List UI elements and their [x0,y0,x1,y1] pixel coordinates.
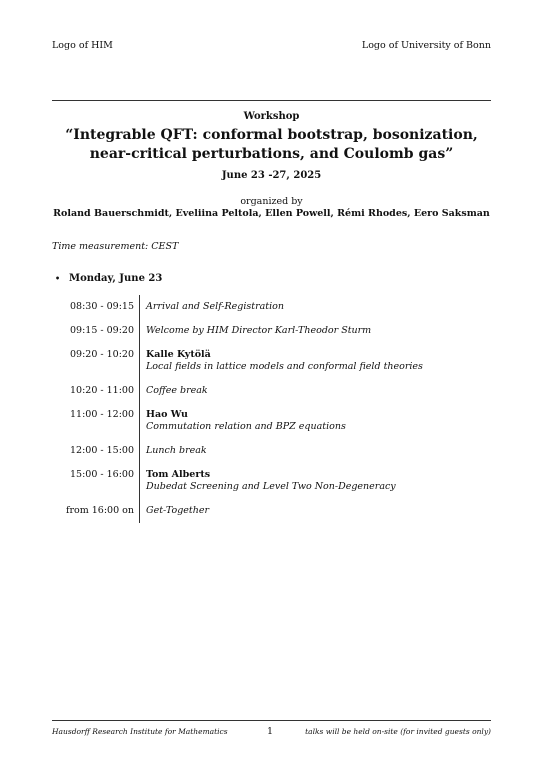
schedule-activity: Welcome by HIM Director Karl-Theodor Sturm [146,325,372,336]
footer-divider [52,720,491,721]
organizers-list: Roland Bauerschmidt, Eveliina Peltola, Ellen Powell, Rémi Rhodes, Eero Saksman [53,208,490,219]
schedule-activity: Coffee break [146,385,208,396]
schedule-row [52,295,472,319]
schedule-description [140,499,209,523]
bullet-icon: • [55,273,61,283]
footer-note: talks will be held on-site (for invited guests only) [305,727,491,736]
schedule-row [52,499,472,523]
bonn-logo-placeholder: Logo of University of Bonn [361,40,491,51]
talk-title: Dubedat Screening and Level Two Non-Degeneracy [146,481,396,492]
schedule-row [52,463,472,499]
schedule-activity: Lunch break [146,445,207,456]
schedule-table [52,295,472,523]
time-measurement-note: Time measurement: CEST [52,241,179,252]
workshop-dates: June 23 -27, 2025 [221,170,322,181]
schedule-row [52,403,472,439]
talk-title: Commutation relation and BPZ equations [146,421,346,432]
schedule-activity: Get-Together [146,505,210,516]
workshop-label: Workshop [243,111,300,122]
talk-title: Local fields in lattice models and conformal field theories [146,361,423,372]
footer-institute: Hausdorff Research Institute for Mathematics [52,727,228,736]
schedule-time: 15:00 - 16:00 [52,463,140,499]
schedule-description [140,295,284,319]
schedule-row [52,319,472,343]
schedule-row [52,439,472,463]
day-heading [55,273,162,284]
schedule-description [140,379,208,403]
speaker-name: Tom Alberts [146,469,211,480]
schedule-time: 12:00 - 15:00 [52,439,140,463]
schedule-time: 10:20 - 11:00 [52,379,140,403]
schedule-activity: Arrival and Self-Registration [146,301,284,312]
him-logo-placeholder: Logo of HIM [52,40,113,51]
schedule-time: 08:30 - 09:15 [52,295,140,319]
schedule-time: 09:15 - 09:20 [52,319,140,343]
schedule-description [140,403,346,439]
schedule-time: 09:20 - 10:20 [52,343,140,379]
schedule-description [140,463,396,499]
schedule-row [52,379,472,403]
workshop-title: “Integrable QFT: conformal bootstrap, bosonization, near-critical perturbations, and Coulomb gas” [65,127,478,162]
speaker-name: Kalle Kytölä [146,349,211,360]
speaker-name: Hao Wu [146,409,188,420]
schedule-description [140,343,423,379]
header-divider [52,100,491,101]
schedule-row [52,343,472,379]
page-number: 1 [267,726,274,737]
day-label: Monday, June 23 [69,273,163,284]
schedule-description [140,439,207,463]
organized-by-label: organized by [240,196,303,207]
schedule-time: from 16:00 on [52,499,140,523]
schedule-description [140,319,371,343]
schedule-time: 11:00 - 12:00 [52,403,140,439]
